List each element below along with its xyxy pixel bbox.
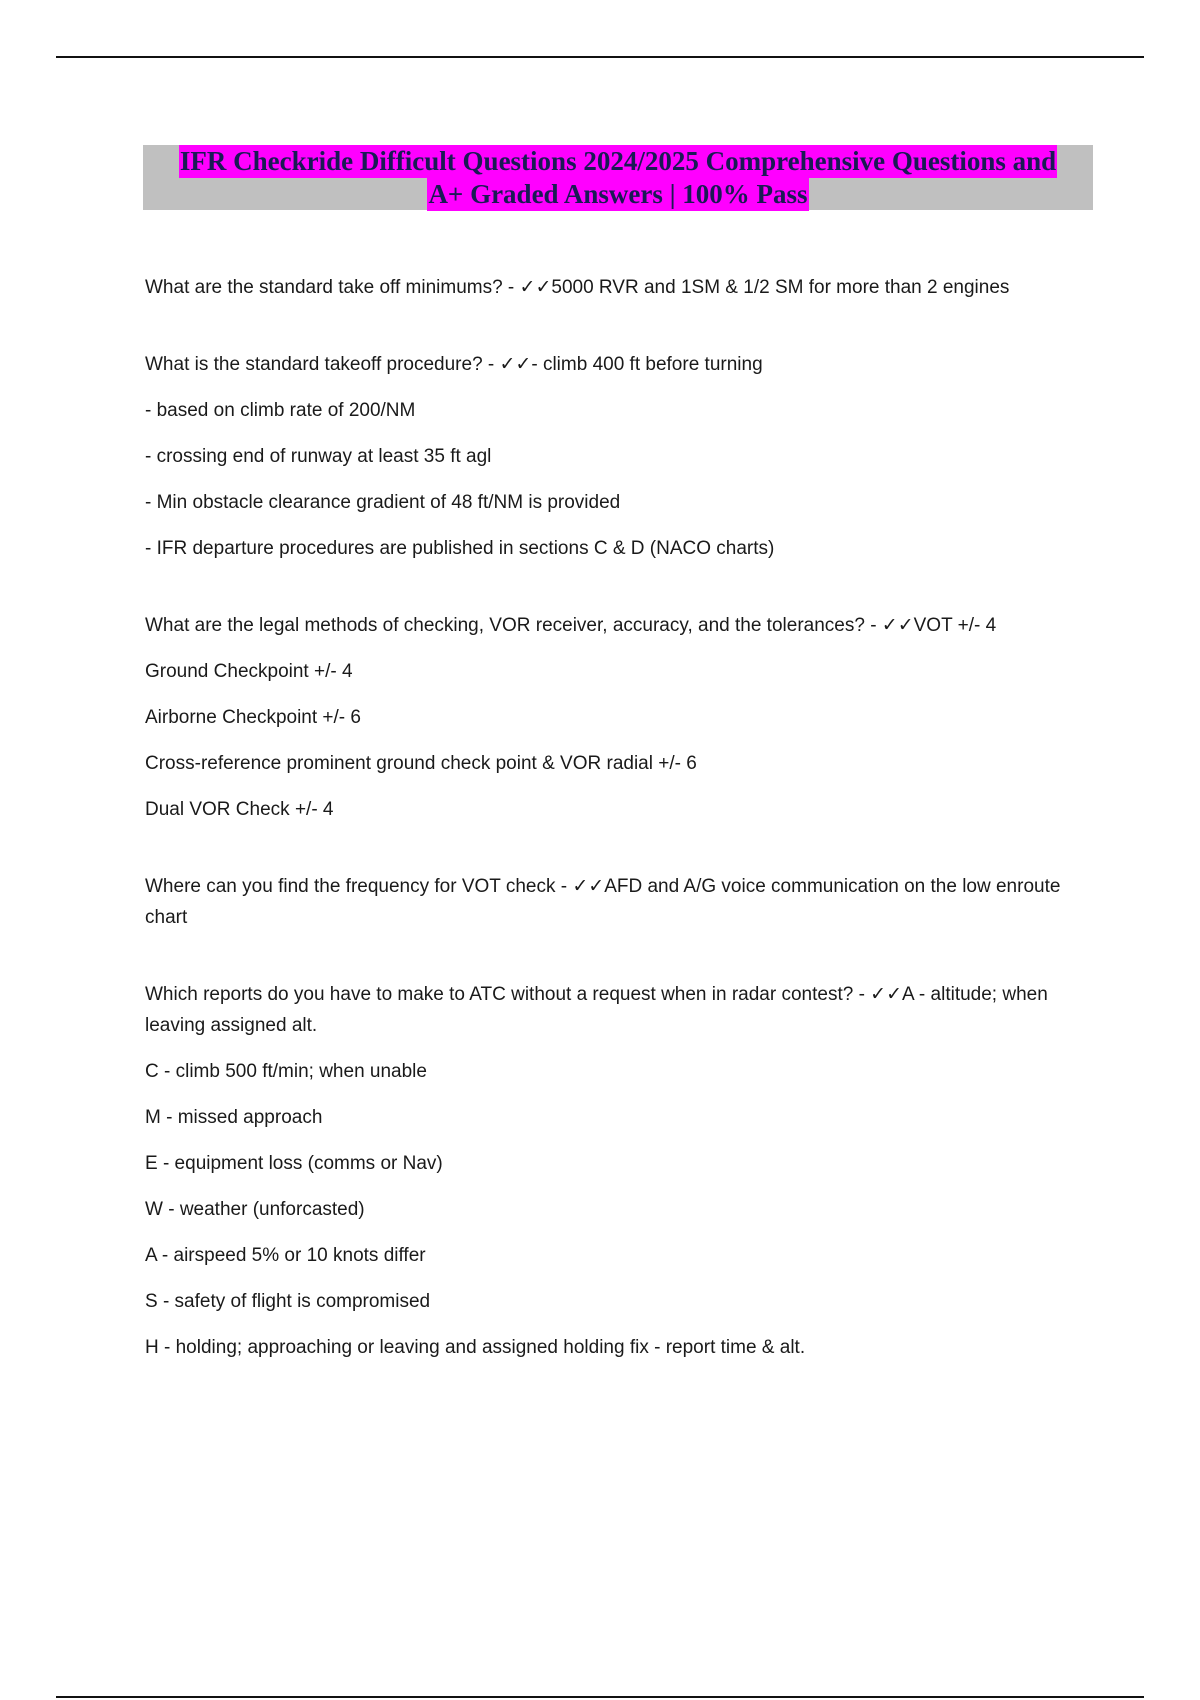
answer-line: - IFR departure procedures are published in sections C & D (NACO charts) [145, 538, 775, 559]
answer-line: H - holding; approaching or leaving and assigned holding fix - report time & alt. [145, 1337, 806, 1358]
title-line-2: A+ Graded Answers | 100% Pass [428, 178, 808, 209]
top-rule [56, 56, 1144, 58]
answer-line: E - equipment loss (comms or Nav) [145, 1153, 443, 1174]
document-title [143, 145, 1093, 210]
question-line: Where can you find the frequency for VOT check - ✓✓AFD and A/G voice communication on the low enroute chart [145, 876, 1061, 928]
document-body [145, 272, 1095, 1409]
title-line-1: IFR Checkride Difficult Questions 2024/2025 Comprehensive Questions and [179, 145, 1057, 176]
bottom-rule [56, 1696, 1144, 1698]
answer-line: Ground Checkpoint +/- 4 [145, 661, 353, 682]
question-line: What are the legal methods of checking, VOR receiver, accuracy, and the tolerances? - ✓✓VOT +/- 4 [145, 615, 997, 636]
answer-line: S - safety of flight is compromised [145, 1291, 431, 1312]
answer-line: M - missed approach [145, 1107, 323, 1128]
answer-line: - based on climb rate of 200/NM [145, 400, 416, 421]
answer-line: Airborne Checkpoint +/- 6 [145, 707, 361, 728]
answer-line: - Min obstacle clearance gradient of 48 ft/NM is provided [145, 492, 621, 513]
question-line: What is the standard takeoff procedure? - ✓✓- climb 400 ft before turning [145, 354, 763, 375]
qa-block-atc-reports [145, 979, 1095, 1363]
qa-block-vor-check [145, 610, 1095, 825]
qa-block-takeoff-minimums [145, 272, 1095, 303]
answer-line: Cross-reference prominent ground check point & VOR radial +/- 6 [145, 753, 697, 774]
answer-line: Dual VOR Check +/- 4 [145, 799, 334, 820]
question-line: Which reports do you have to make to ATC without a request when in radar contest? - ✓✓A - altitude; when leaving assigned alt. [145, 984, 1048, 1036]
question-line: What are the standard take off minimums? - ✓✓5000 RVR and 1SM & 1/2 SM for more than 2 engines [145, 277, 1010, 298]
qa-block-takeoff-procedure [145, 349, 1095, 564]
qa-block-vot-frequency [145, 871, 1095, 933]
answer-line: C - climb 500 ft/min; when unable [145, 1061, 427, 1082]
answer-line: - crossing end of runway at least 35 ft agl [145, 446, 492, 467]
answer-line: A - airspeed 5% or 10 knots differ [145, 1245, 426, 1266]
answer-line: W - weather (unforcasted) [145, 1199, 365, 1220]
